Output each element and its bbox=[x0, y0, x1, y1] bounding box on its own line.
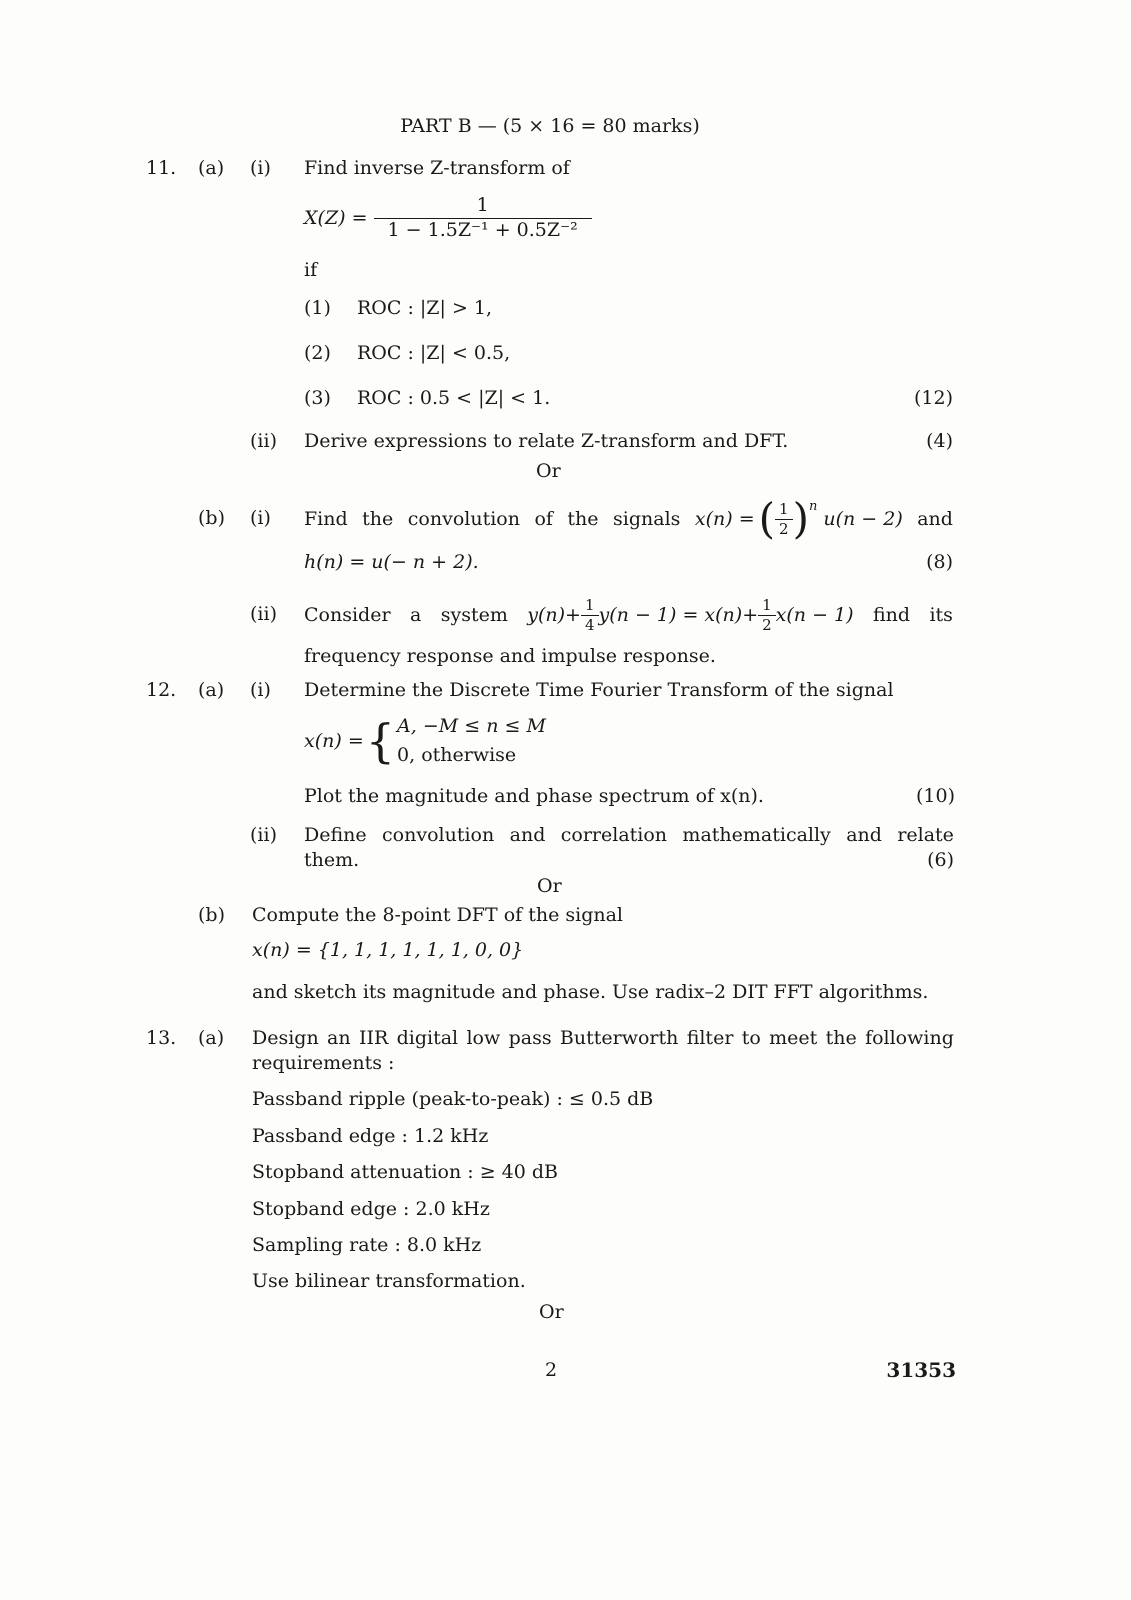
word: an bbox=[327, 1027, 351, 1049]
word-find: find bbox=[872, 603, 911, 626]
roc-1-text: ROC : |Z| > 1, bbox=[357, 297, 493, 319]
half-fraction bbox=[775, 500, 793, 539]
paren-close: ) bbox=[792, 494, 809, 543]
eq-mid-part: y(n − 1) = x(n)+ bbox=[598, 603, 759, 626]
piecewise-signal bbox=[304, 712, 546, 771]
quarter-denominator: 4 bbox=[584, 615, 595, 634]
word: Define bbox=[304, 824, 367, 846]
q13-line1 bbox=[252, 1029, 954, 1048]
word: pass bbox=[508, 1027, 552, 1049]
q12-plot-text: Plot the magnitude and phase spectrum of x(n). bbox=[304, 785, 764, 807]
q12-b-sequence: x(n) = {1, 1, 1, 1, 1, 1, 0, 0} bbox=[252, 939, 524, 961]
word: signals bbox=[613, 507, 681, 530]
left-brace: { bbox=[365, 714, 396, 769]
q12-a-ii-marks: (6) bbox=[927, 849, 954, 871]
q12-a-ii-line2: them. bbox=[304, 849, 360, 871]
half2-numerator: 1 bbox=[758, 596, 776, 616]
word: meet bbox=[769, 1027, 818, 1049]
word: and bbox=[846, 824, 882, 846]
word: Consider bbox=[304, 603, 391, 626]
roc-3-text: ROC : 0.5 < |Z| < 1. bbox=[357, 387, 551, 409]
q11-or: Or bbox=[536, 460, 561, 482]
spec-stopband-attenuation: Stopband attenuation : ≥ 40 dB bbox=[252, 1161, 558, 1183]
q11-a-ii-label: (ii) bbox=[250, 430, 277, 452]
xz-denominator: 1 − 1.5Z⁻¹ + 0.5Z⁻² bbox=[387, 218, 578, 241]
spec-passband-edge: Passband edge : 1.2 kHz bbox=[252, 1125, 489, 1147]
spec-bilinear: Use bilinear transformation. bbox=[252, 1270, 526, 1292]
word: IIR bbox=[358, 1027, 389, 1049]
q11-a-i-label: (i) bbox=[250, 157, 271, 179]
roc-1-number: (1) bbox=[304, 297, 331, 319]
word: Design bbox=[252, 1027, 319, 1049]
q12-part-a-label: (a) bbox=[198, 679, 225, 701]
q11-a-ii-marks: (4) bbox=[926, 430, 953, 452]
word: relate bbox=[897, 824, 954, 846]
case-1: A, −M ≤ n ≤ M bbox=[397, 715, 546, 737]
q12-a-i-label: (i) bbox=[250, 679, 271, 701]
word: filter bbox=[686, 1027, 734, 1049]
q11-b-ii-line2: frequency response and impulse response. bbox=[304, 645, 716, 667]
roc-3-number: (3) bbox=[304, 387, 331, 409]
q11-a-ii-text: Derive expressions to relate Z-transform and DFT. bbox=[304, 430, 789, 452]
q11-a-i-text: Find inverse Z-transform of bbox=[304, 157, 570, 179]
paren-open: ( bbox=[758, 494, 776, 543]
q12-b-text2: and sketch its magnitude and phase. Use radix–2 DIT FFT algorithms. bbox=[252, 981, 929, 1003]
q11-b-ii-line1 bbox=[304, 590, 953, 640]
roc-2-number: (2) bbox=[304, 342, 331, 364]
word: correlation bbox=[560, 824, 668, 846]
xz-equation bbox=[304, 194, 592, 243]
x-n-lhs: x(n) = bbox=[694, 507, 755, 530]
paper-code: 31353 bbox=[886, 1358, 956, 1382]
word: Butterworth bbox=[559, 1027, 679, 1049]
word: low bbox=[466, 1027, 501, 1049]
word: the bbox=[567, 507, 599, 530]
case-2: 0, otherwise bbox=[397, 744, 517, 767]
quarter-numerator: 1 bbox=[581, 596, 599, 616]
quarter-fraction bbox=[581, 596, 599, 635]
q13-or: Or bbox=[539, 1301, 564, 1323]
xz-lhs: X(Z) = bbox=[304, 206, 368, 229]
word: to bbox=[741, 1027, 761, 1049]
word: mathematically bbox=[682, 824, 831, 846]
q11-part-b-label: (b) bbox=[198, 507, 225, 529]
part-heading: PART B — (5 × 16 = 80 marks) bbox=[400, 115, 700, 137]
q13-line2: requirements : bbox=[252, 1052, 395, 1074]
signal-x-expression bbox=[694, 494, 903, 543]
word: the bbox=[362, 507, 394, 530]
q12-a-i-marks: (10) bbox=[915, 785, 955, 807]
half-fraction-2 bbox=[758, 596, 776, 635]
roc-2-text: ROC : |Z| < 0.5, bbox=[357, 342, 511, 364]
q12-or: Or bbox=[537, 875, 562, 897]
q11-b-i-label: (i) bbox=[250, 507, 271, 529]
question-number-12: 12. bbox=[146, 679, 177, 701]
u-n-2: u(n − 2) bbox=[823, 507, 903, 530]
q12-a-i-text: Determine the Discrete Time Fourier Transform of the signal bbox=[304, 679, 894, 701]
q11-a-i-marks: (12) bbox=[913, 387, 953, 409]
word: Find bbox=[304, 507, 348, 530]
question-number-13: 13. bbox=[146, 1027, 177, 1049]
q11-b-i-line1 bbox=[304, 494, 953, 544]
spec-stopband-edge: Stopband edge : 2.0 kHz bbox=[252, 1198, 490, 1220]
question-number-11: 11. bbox=[146, 157, 177, 179]
exponent-n: n bbox=[808, 499, 818, 514]
q12-a-ii-line1 bbox=[304, 826, 954, 845]
word: convolution bbox=[382, 824, 495, 846]
page-number: 2 bbox=[545, 1359, 558, 1381]
piecewise-cases bbox=[397, 712, 546, 771]
eq-y-part: y(n)+ bbox=[527, 603, 581, 626]
q13-part-a-label: (a) bbox=[198, 1027, 225, 1049]
half-numerator: 1 bbox=[775, 500, 793, 520]
q11-b-ii-label: (ii) bbox=[250, 603, 277, 625]
spec-passband-ripple: Passband ripple (peak-to-peak) : ≤ 0.5 dB bbox=[252, 1088, 654, 1110]
eq-end-part: x(n − 1) bbox=[775, 603, 854, 626]
x-n-lhs-12: x(n) = bbox=[304, 729, 364, 752]
word: of bbox=[534, 507, 553, 530]
word: a bbox=[409, 603, 422, 626]
q11-if: if bbox=[304, 259, 318, 281]
spec-sampling-rate: Sampling rate : 8.0 kHz bbox=[252, 1234, 482, 1256]
xz-fraction bbox=[374, 194, 592, 243]
word-its: its bbox=[929, 603, 953, 626]
q11-b-i-hn: h(n) = u(− n + 2). bbox=[304, 551, 479, 573]
half2-denominator: 2 bbox=[762, 615, 772, 634]
q11-part-a-label: (a) bbox=[198, 157, 225, 179]
difference-equation bbox=[527, 596, 853, 635]
word: digital bbox=[396, 1027, 459, 1049]
half-denominator: 2 bbox=[779, 519, 789, 538]
word: convolution bbox=[407, 507, 520, 530]
q12-a-ii-label: (ii) bbox=[250, 824, 277, 846]
q11-b-i-marks: (8) bbox=[926, 551, 953, 573]
word: following bbox=[865, 1027, 954, 1049]
q12-b-text: Compute the 8-point DFT of the signal bbox=[252, 904, 623, 926]
word: the bbox=[825, 1027, 857, 1049]
xz-numerator: 1 bbox=[374, 194, 592, 219]
word: system bbox=[440, 603, 508, 626]
word-and: and bbox=[917, 507, 953, 530]
word: and bbox=[509, 824, 546, 846]
q12-part-b-label: (b) bbox=[198, 904, 225, 926]
